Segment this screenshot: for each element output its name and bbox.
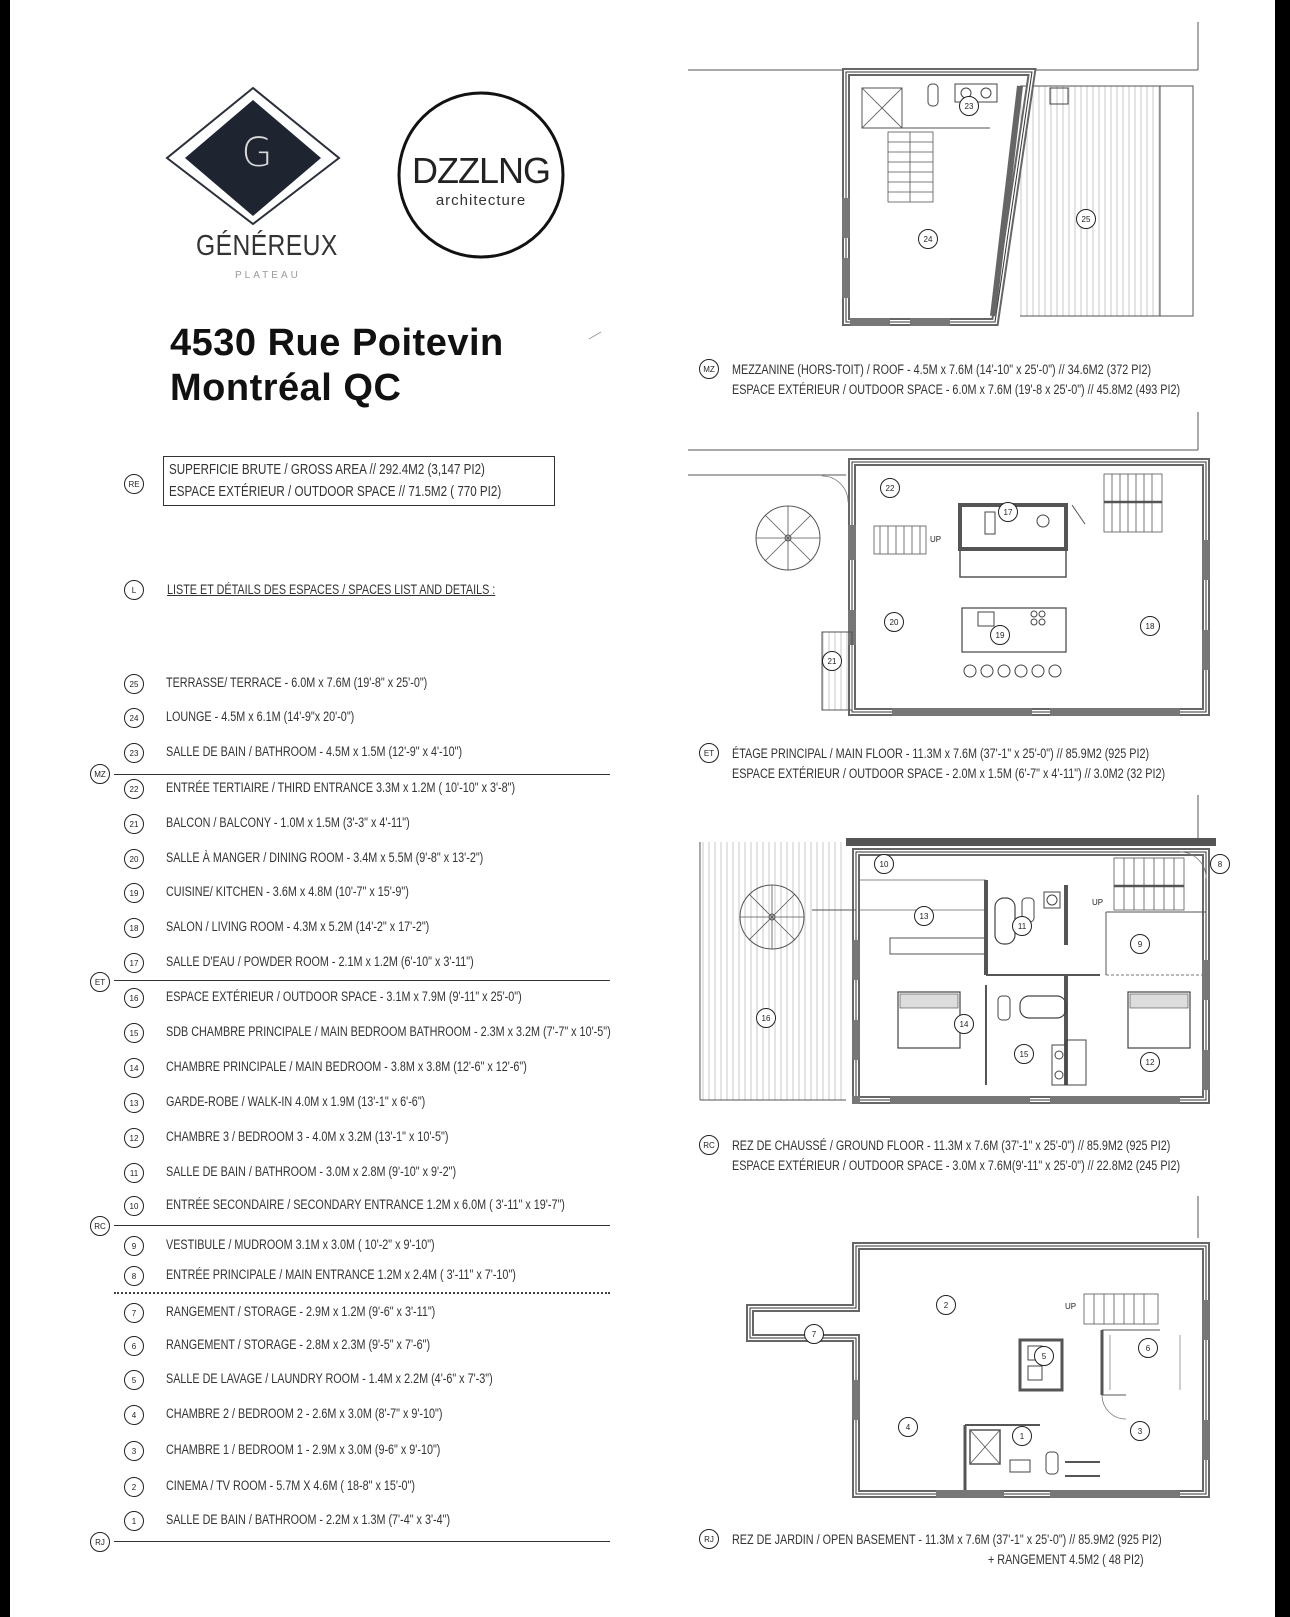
mz-caption [732, 360, 1290, 400]
room-badge-et: 19 [990, 625, 1010, 645]
room-badge-rc: 15 [1014, 1044, 1034, 1064]
space-label: SALLE À MANGER / DINING ROOM - 3.4M x 5.5M (9'-8" x 13'-2") [166, 850, 484, 865]
rj-caption-line2: + RANGEMENT 4.5M2 ( 48 PI2) [988, 1552, 1144, 1567]
space-badge: 2 [124, 1477, 144, 1497]
room-badge-rc: 14 [954, 1014, 974, 1034]
room-badge-rc: 11 [1012, 916, 1032, 936]
space-badge: 13 [124, 1093, 144, 1113]
sheet [10, 0, 1275, 1617]
rc-caption-line1: REZ DE CHAUSSÉ / GROUND FLOOR - 11.3M x 7.6M (37'-1" x 25'-0") // 85.9M2 (925 PI2) [732, 1138, 1171, 1153]
space-label: ENTRÉE SECONDAIRE / SECONDARY ENTRANCE 1.2M x 6.0M ( 3'-11" x 19'-7") [166, 1197, 565, 1212]
room-badge-rj: 3 [1130, 1421, 1150, 1441]
rc-up-label: UP [1092, 898, 1104, 907]
space-label: CHAMBRE 3 / BEDROOM 3 - 4.0M x 3.2M (13'-1" x 10'-5") [166, 1129, 449, 1144]
space-label: CHAMBRE 2 / BEDROOM 2 - 2.6M x 3.0M (8'-7" x 9'-10") [166, 1406, 443, 1421]
address-line1: 4530 Rue Poitevin [170, 322, 504, 364]
space-label: CHAMBRE 1 / BEDROOM 1 - 2.9M x 3.0M (9-6" x 9'-10") [166, 1442, 441, 1457]
brand-name: GÉNÉREUX [196, 230, 338, 262]
space-label: SALLE D'EAU / POWDER ROOM - 2.1M x 1.2M (6'-10" x 3'-11") [166, 954, 474, 969]
space-badge: 25 [124, 674, 144, 694]
floor-badge-et: ET [90, 972, 110, 992]
address-line2: Montréal QC [170, 367, 402, 409]
space-badge: 8 [124, 1266, 144, 1286]
room-badge-rj: 5 [1034, 1346, 1054, 1366]
mz-caption-line2: ESPACE EXTÉRIEUR / OUTDOOR SPACE - 6.0M x 7.6M (19'-8 x 25'-0") // 45.8M2 (493 PI2) [732, 382, 1181, 397]
plan-et [688, 412, 1210, 716]
rc-caption-badge: RC [699, 1135, 719, 1155]
room-badge-et: 22 [880, 478, 900, 498]
space-label: RANGEMENT / STORAGE - 2.9M x 1.2M (9'-6" x 3'-11") [166, 1304, 436, 1319]
space-badge: 19 [124, 883, 144, 903]
logo-letter: G [241, 130, 273, 176]
room-badge-mz: 25 [1076, 209, 1096, 229]
room-badge-rj: 4 [898, 1417, 918, 1437]
space-badge: 4 [124, 1405, 144, 1425]
space-badge: 3 [124, 1441, 144, 1461]
space-label: BALCON / BALCONY - 1.0M x 1.5M (3'-3" x 4'-11") [166, 815, 410, 830]
space-badge: 21 [124, 814, 144, 834]
room-badge-rc: 9 [1130, 934, 1150, 954]
space-label: GARDE-ROBE / WALK-IN 4.0M x 1.9M (13'-1" x 6'-6") [166, 1094, 426, 1109]
rj-caption-line1: REZ DE JARDIN / OPEN BASEMENT - 11.3M x 7.6M (37'-1" x 25'-0") // 85.9M2 (925 PI2) [732, 1532, 1162, 1547]
space-badge: 6 [124, 1336, 144, 1356]
space-label: VESTIBULE / MUDROOM 3.1M x 3.0M ( 10'-2" x 9'-10") [166, 1237, 435, 1252]
rc-caption [732, 1136, 1290, 1176]
area-line2: ESPACE EXTÉRIEUR / OUTDOOR SPACE // 71.5M2 ( 770 PI2) [169, 484, 502, 500]
et-caption-badge: ET [699, 743, 719, 763]
space-label: SDB CHAMBRE PRINCIPALE / MAIN BEDROOM BATHROOM - 2.3M x 3.2M (7'-7" x 10'-5") [166, 1024, 611, 1039]
space-badge: 23 [124, 743, 144, 763]
mz-caption-badge: MZ [699, 359, 719, 379]
floor-badge-mz: MZ [90, 764, 110, 784]
rc-caption-line2: ESPACE EXTÉRIEUR / OUTDOOR SPACE - 3.0M x 7.6M(9'-11" x 25'-0") // 22.8M2 (245 PI2) [732, 1158, 1181, 1173]
rj-caption [732, 1530, 1269, 1570]
room-badge-mz: 23 [959, 96, 979, 116]
et-caption-line1: ÉTAGE PRINCIPAL / MAIN FLOOR - 11.3M x 7.6M (37'-1" x 25'-0") // 85.9M2 (925 PI2) [732, 746, 1150, 761]
space-label: RANGEMENT / STORAGE - 2.8M x 2.3M (9'-5" x 7'-6") [166, 1337, 431, 1352]
space-label: ENTRÉE TERTIAIRE / THIRD ENTRANCE 3.3M x 1.2M ( 10'-10" x 3'-8") [166, 780, 516, 795]
et-up-label: UP [930, 535, 942, 544]
space-badge: 14 [124, 1058, 144, 1078]
space-badge: 17 [124, 953, 144, 973]
space-badge: 15 [124, 1023, 144, 1043]
space-badge: 9 [124, 1236, 144, 1256]
space-label: SALLE DE BAIN / BATHROOM - 2.2M x 1.3M (7'-4" x 3'-4") [166, 1512, 451, 1527]
space-label: LOUNGE - 4.5M x 6.1M (14'-9"x 20'-0") [166, 709, 355, 724]
space-label: TERRASSE/ TERRACE - 6.0M x 7.6M (19'-8" x 25'-0") [166, 675, 428, 690]
space-badge: 1 [124, 1511, 144, 1531]
brand-sub: PLATEAU [235, 270, 301, 281]
space-label: ESPACE EXTÉRIEUR / OUTDOOR SPACE - 3.1M x 7.9M (9'-11" x 25'-0") [166, 989, 522, 1004]
architect-sub: architecture [435, 192, 527, 209]
floor-badge-rj: RJ [90, 1532, 110, 1552]
space-badge: 22 [124, 779, 144, 799]
space-label: SALLE DE BAIN / BATHROOM - 3.0M x 2.8M (9'-10" x 9'-2") [166, 1164, 457, 1179]
room-badge-rc: 8 [1210, 854, 1230, 874]
plan-mz [688, 22, 1198, 326]
space-badge: 16 [124, 988, 144, 1008]
room-badge-rc: 12 [1140, 1052, 1160, 1072]
area-badge: RE [124, 474, 144, 494]
space-label: ENTRÉE PRINCIPALE / MAIN ENTRANCE 1.2M x 2.4M ( 3'-11" x 7'-10") [166, 1267, 516, 1282]
space-badge: 20 [124, 849, 144, 869]
room-badge-rc: 16 [756, 1008, 776, 1028]
room-badge-rj: 6 [1138, 1338, 1158, 1358]
et-caption-line2: ESPACE EXTÉRIEUR / OUTDOOR SPACE - 2.0M x 1.5M (6'-7" x 4'-11") // 3.0M2 (32 PI2) [732, 766, 1166, 781]
room-badge-rc: 10 [874, 854, 894, 874]
space-badge: 11 [124, 1163, 144, 1183]
space-badge: 18 [124, 918, 144, 938]
room-badge-rj: 7 [804, 1324, 824, 1344]
space-label: SALON / LIVING ROOM - 4.3M x 5.2M (14'-2" x 17'-2") [166, 919, 430, 934]
space-label: CHAMBRE PRINCIPALE / MAIN BEDROOM - 3.8M x 3.8M (12'-6" x 12'-6") [166, 1059, 527, 1074]
rj-caption-badge: RJ [699, 1529, 719, 1549]
room-badge-rc: 13 [914, 906, 934, 926]
room-badge-rj: 2 [936, 1295, 956, 1315]
room-badge-et: 18 [1140, 616, 1160, 636]
rj-up-label: UP [1065, 1302, 1077, 1311]
space-badge: 5 [124, 1370, 144, 1390]
space-label: SALLE DE LAVAGE / LAUNDRY ROOM - 1.4M x 2.2M (4'-6" x 7'-3") [166, 1371, 493, 1386]
space-label: SALLE DE BAIN / BATHROOM - 4.5M x 1.5M (12'-9" x 4'-10") [166, 744, 463, 759]
floor-plans-drawing [10, 0, 1275, 1617]
et-caption [732, 744, 1273, 784]
floor-badge-rc: RC [90, 1216, 110, 1236]
room-badge-et: 17 [998, 502, 1018, 522]
mz-caption-line1: MEZZANINE (HORS-TOIT) / ROOF - 4.5M x 7.6M (14'-10" x 25'-0") // 34.6M2 (372 PI2) [732, 362, 1152, 377]
space-badge: 10 [124, 1196, 144, 1216]
room-badge-rj: 1 [1012, 1426, 1032, 1446]
area-line1: SUPERFICIE BRUTE / GROSS AREA // 292.4M2 (3,147 PI2) [169, 462, 485, 478]
room-badge-et: 21 [822, 651, 842, 671]
list-header: LISTE ET DÉTAILS DES ESPACES / SPACES LIST AND DETAILS : [167, 582, 496, 597]
space-label: CUISINE/ KITCHEN - 3.6M x 4.8M (10'-7" x 15'-9") [166, 884, 409, 899]
room-badge-mz: 24 [918, 229, 938, 249]
architect-name: DZZLNG [412, 150, 550, 191]
space-badge: 24 [124, 708, 144, 728]
room-badge-et: 20 [884, 612, 904, 632]
list-badge: L [124, 580, 144, 600]
space-badge: 12 [124, 1128, 144, 1148]
space-label: CINEMA / TV ROOM - 5.7M X 4.6M ( 18-8" x 15'-0") [166, 1478, 415, 1493]
space-badge: 7 [124, 1303, 144, 1323]
